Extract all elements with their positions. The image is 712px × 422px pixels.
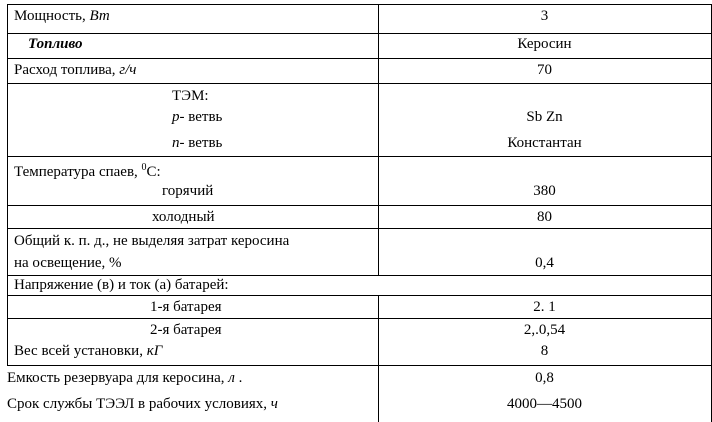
row-divider [7, 365, 712, 366]
value-tank-capacity: 0,8 [535, 370, 554, 386]
value-battery-1: 2. 1 [533, 299, 556, 315]
label-tem: ТЭМ: [172, 88, 209, 104]
label-n-branch: n- ветвь [172, 135, 223, 151]
value-n-branch: Константан [507, 135, 582, 151]
label-power: Мощность, Вт [14, 8, 110, 24]
value-hot: 380 [533, 183, 556, 199]
row-divider [7, 58, 712, 59]
label-fuel-consumption: Расход топлива, г/ч [14, 62, 137, 78]
value-fuel-consumption: 70 [537, 62, 552, 78]
row-divider [7, 318, 712, 319]
label-battery-2: 2-я батарея [150, 322, 222, 338]
row-divider [7, 33, 712, 34]
value-total-weight: 8 [540, 343, 549, 359]
label-efficiency-line1: Общий к. п. д., не выделяя затрат керосина [14, 233, 290, 249]
label-voltage-current: Напряжение (в) и ток (а) батарей: [14, 277, 229, 293]
table-border-top [7, 4, 712, 5]
value-cold: 80 [537, 209, 552, 225]
value-power: 3 [540, 8, 549, 24]
value-fuel: Керосин [517, 36, 572, 52]
table-border-left [7, 4, 8, 365]
label-fuel: Топливо [28, 36, 83, 52]
label-tank-capacity: Емкость резервуара для керосина, л . [7, 370, 243, 386]
label-hot: горячий [162, 183, 214, 199]
value-battery-2: 2,.0,54 [523, 322, 566, 338]
label-battery-1: 1-я батарея [150, 299, 222, 315]
value-service-life: 4000—4500 [507, 396, 582, 412]
label-total-weight: Вес всей установки, кГ [14, 343, 163, 359]
label-cold: холодный [152, 209, 215, 225]
value-efficiency: 0,4 [535, 255, 554, 271]
label-efficiency-line2: на освещение, % [14, 255, 122, 271]
label-p-branch: p- ветвь [172, 109, 223, 125]
row-divider [7, 228, 712, 229]
label-service-life: Срок службы ТЭЭЛ в рабочих условиях, ч [7, 396, 278, 412]
value-p-branch: Sb Zn [526, 109, 563, 125]
row-divider [7, 156, 712, 157]
row-divider [7, 205, 712, 206]
row-divider [7, 295, 712, 296]
label-junction-temperature: Температура спаев, $^0$С: [14, 162, 161, 180]
row-divider [7, 83, 712, 84]
